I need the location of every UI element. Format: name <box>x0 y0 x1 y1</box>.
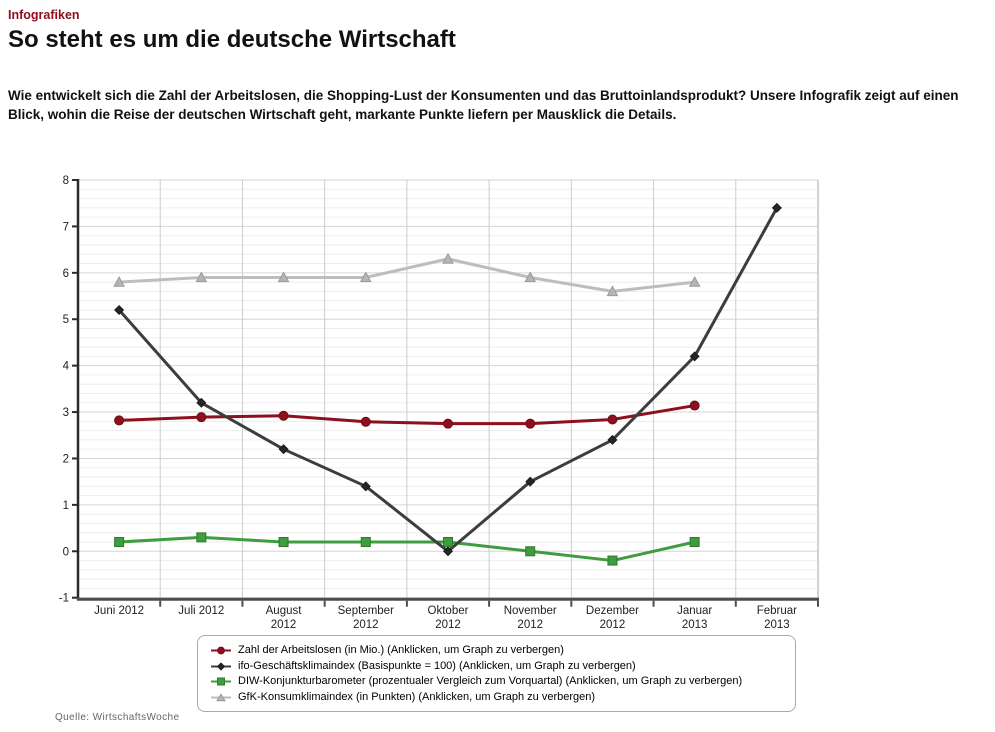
source-credit: Quelle: WirtschaftsWoche <box>55 712 180 723</box>
data-point[interactable] <box>690 401 699 410</box>
data-point[interactable] <box>608 556 617 565</box>
data-point[interactable] <box>526 419 535 428</box>
square-marker-icon <box>210 677 232 686</box>
triangle-marker-icon <box>210 693 232 702</box>
legend-item-label: Zahl der Arbeitslosen (in Mio.) (Anklicken, um Graph zu verbergen) <box>238 644 564 656</box>
y-tick-label: 0 <box>62 546 69 559</box>
data-point[interactable] <box>115 538 124 547</box>
legend-item-gfk[interactable] <box>210 690 783 706</box>
x-tick-label: 2012 <box>599 619 626 631</box>
x-tick-label: November <box>503 605 557 617</box>
x-tick-label: 2012 <box>352 619 379 631</box>
x-tick-label: Oktober <box>427 605 469 617</box>
data-point[interactable] <box>361 538 370 547</box>
data-point[interactable] <box>526 547 535 556</box>
data-point[interactable] <box>279 411 288 420</box>
x-tick-label: Februar <box>756 605 798 617</box>
x-tick-label: Juni 2012 <box>94 605 145 617</box>
data-point[interactable] <box>444 538 453 547</box>
y-tick-label: 6 <box>62 267 69 280</box>
y-tick-label: 5 <box>62 314 69 327</box>
y-tick-label: 8 <box>62 175 69 187</box>
data-point[interactable] <box>690 538 699 547</box>
page-title: So steht es um die deutsche Wirtschaft <box>8 26 456 53</box>
x-tick-label: August <box>265 605 302 617</box>
intro-text: Wie entwickelt sich die Zahl der Arbeitslosen, die Shopping-Lust der Konsumenten und das Bruttoinlandsprodukt? Unsere Infografik zeigt auf einen Blick, wohin die Reise der deutschen Wirtschaft geht, markante Punkte liefern per Mausklick die Details. <box>8 88 959 122</box>
data-point[interactable] <box>361 417 370 426</box>
y-tick-label: 2 <box>62 453 69 466</box>
x-tick-label: 2013 <box>764 619 790 631</box>
y-tick-label: 3 <box>62 407 69 420</box>
legend-item-label: GfK-Konsumklimaindex (in Punkten) (Anklicken, um Graph zu verbergen) <box>238 690 596 703</box>
chart-legend <box>197 635 796 712</box>
x-tick-label: 2013 <box>681 619 708 631</box>
y-tick-label: 7 <box>62 221 69 234</box>
data-point[interactable] <box>197 533 206 542</box>
data-point[interactable] <box>115 416 124 425</box>
data-point[interactable] <box>279 538 288 547</box>
legend-item-ifo[interactable] <box>210 659 783 675</box>
y-tick-label: 1 <box>62 499 69 512</box>
x-tick-label: Dezember <box>585 605 639 617</box>
x-tick-label: 2012 <box>435 619 461 631</box>
economy-line-chart <box>0 160 995 632</box>
section-kicker[interactable]: Infografiken <box>8 8 80 22</box>
x-tick-label: 2012 <box>270 619 297 631</box>
y-tick-label: 4 <box>62 360 69 373</box>
x-tick-label: 2012 <box>517 619 544 631</box>
x-tick-label: September <box>337 605 394 617</box>
data-point[interactable] <box>444 419 453 428</box>
data-point[interactable] <box>608 415 617 424</box>
legend-item-label: DIW-Konjunkturbarometer (prozentualer Vergleich zum Vorquartal) (Anklicken, um Graph zu verbergen) <box>238 675 743 687</box>
data-point[interactable] <box>197 413 206 422</box>
x-tick-label: Juli 2012 <box>178 605 225 617</box>
diamond-marker-icon <box>210 662 232 671</box>
x-tick-label: Januar <box>677 605 713 617</box>
legend-item-diw[interactable] <box>210 674 783 690</box>
legend-item-arbeitslose[interactable] <box>210 643 783 659</box>
y-tick-label: -1 <box>58 592 69 605</box>
circle-marker-icon <box>210 646 232 655</box>
legend-item-label: ifo-Geschäftsklimaindex (Basispunkte = 100) (Anklicken, um Graph zu verbergen) <box>238 659 636 672</box>
